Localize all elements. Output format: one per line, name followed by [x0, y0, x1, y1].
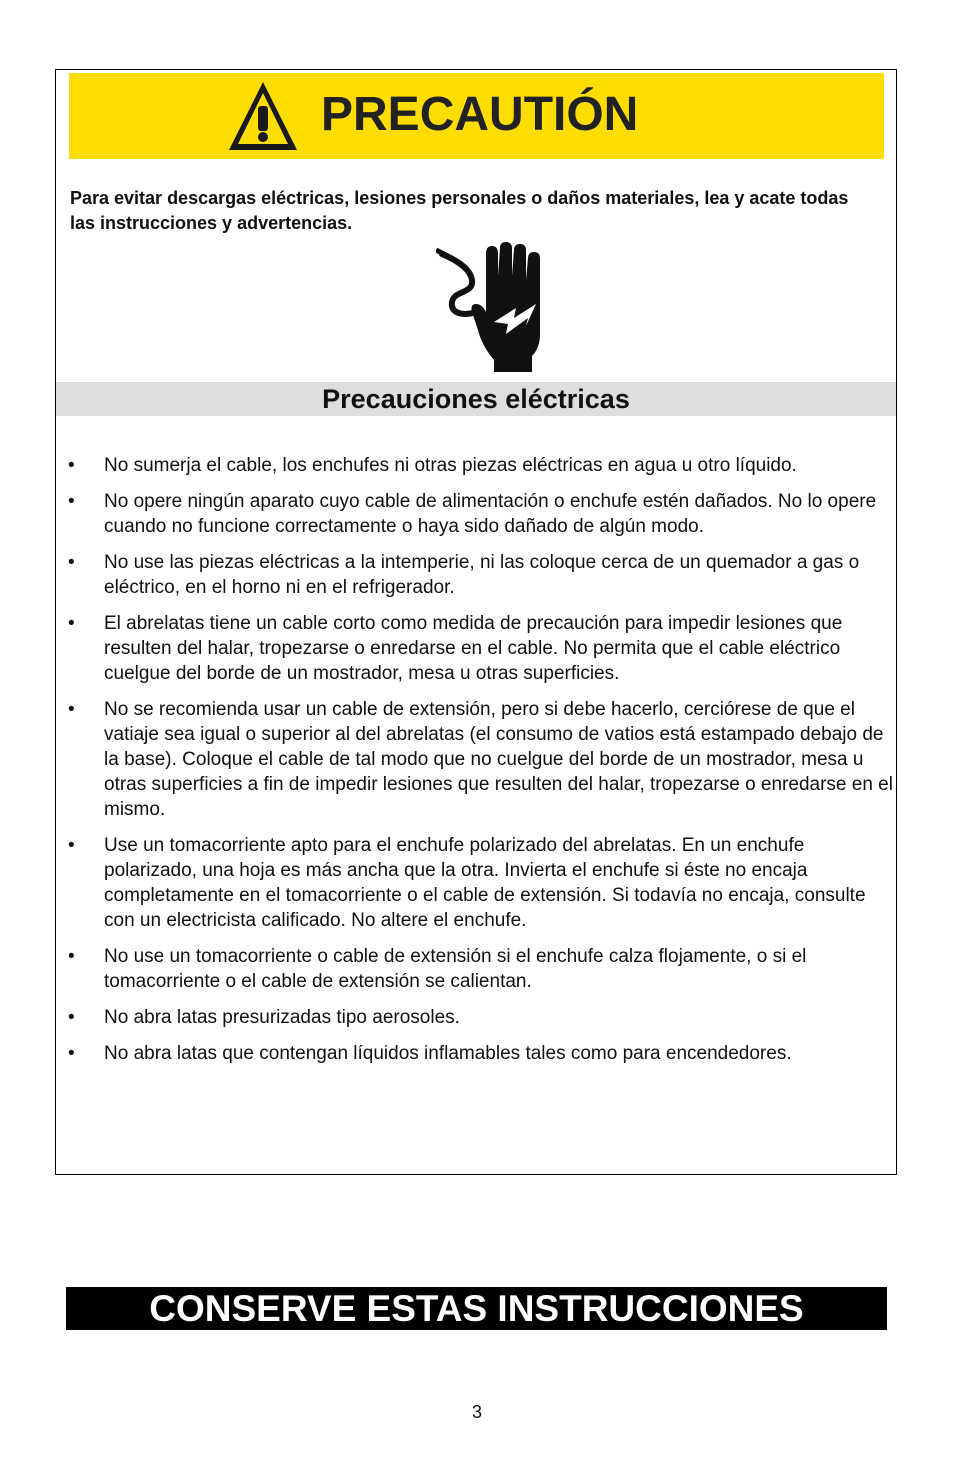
- intro-warning: Para evitar descargas eléctricas, lesiones personales o daños materiales, lea y acate todas las instrucciones y advertencias.: [70, 188, 849, 233]
- list-item-text: No abra latas que contengan líquidos inflamables tales como para encendedores.: [104, 1043, 792, 1064]
- bullet: •: [68, 455, 75, 476]
- bullet: •: [68, 699, 75, 720]
- conserve-instructions-bar: CONSERVE ESTAS INSTRUCCIONES: [66, 1287, 887, 1330]
- list-item-text: No sumerja el cable, los enchufes ni otras piezas eléctricas en agua u otro líquido.: [104, 455, 797, 476]
- bullet: •: [68, 1007, 75, 1028]
- bullet: •: [68, 491, 75, 512]
- list-item-text: El abrelatas tiene un cable corto como medida de precaución para impedir lesiones que resulten del halar, tropezarse o enredarse en el cable. No permita que el cable eléctrico cuelgue del borde de un mostrador, mesa u otras superficies.: [104, 613, 843, 684]
- electric-shock-hand-icon: [436, 242, 551, 372]
- bullet: •: [68, 835, 75, 856]
- list-item: [56, 550, 896, 600]
- list-item: [56, 1005, 896, 1030]
- list-item-text: No use las piezas eléctricas a la intemperie, ni las coloque cerca de un quemador a gas o eléctrico, en el horno ni en el refrigerador.: [104, 552, 860, 598]
- precaution-banner: [69, 73, 884, 159]
- bullet: •: [68, 613, 75, 634]
- list-item: [56, 944, 896, 994]
- list-item: [56, 611, 896, 686]
- list-item-text: No se recomienda usar un cable de extensión, pero si debe hacerlo, cerciórese de que el vatiaje sea igual o superior al del abrelatas (el consumo de vatios está estampado debajo de la base). Coloque el cable de tal modo que no cuelgue del borde de un mostrador, mesa u otras superficies a fin de impedir lesiones que resulten del halar, tropezarse o enredarse en el mismo.: [104, 699, 893, 820]
- list-item-text: No use un tomacorriente o cable de extensión si el enchufe calza flojamente, o si el tomacorriente o el cable de extensión se calientan.: [104, 946, 807, 992]
- list-item: [56, 1041, 896, 1066]
- precaution-list: [56, 453, 896, 1077]
- section-title: Precauciones eléctricas: [56, 382, 896, 416]
- list-item-text: No opere ningún aparato cuyo cable de alimentación o enchufe estén dañados. No lo opere cuando no funcione correctamente o haya sido dañado de algún modo.: [104, 491, 877, 537]
- list-item: [56, 489, 896, 539]
- list-item: [56, 453, 896, 478]
- banner-title: PRECAUTIÓN: [321, 88, 639, 141]
- page-number: 3: [471, 1402, 482, 1422]
- warning-triangle-icon: [227, 79, 299, 153]
- list-item-text: No abra latas presurizadas tipo aerosoles.: [104, 1007, 460, 1028]
- list-item: [56, 833, 896, 933]
- precaution-box: [55, 69, 897, 1175]
- bullet: •: [68, 1043, 75, 1064]
- bullet: •: [68, 946, 75, 967]
- list-item: [56, 697, 896, 822]
- list-item-text: Use un tomacorriente apto para el enchufe polarizado del abrelatas. En un enchufe polarizado, una hoja es más ancha que la otra. Invierta el enchufe si éste no encaja completamente en el tomacorriente o el cable de extensión. Si todavía no encaja, consulte con un electricista calificado. No altere el enchufe.: [104, 835, 866, 931]
- bullet: •: [68, 552, 75, 573]
